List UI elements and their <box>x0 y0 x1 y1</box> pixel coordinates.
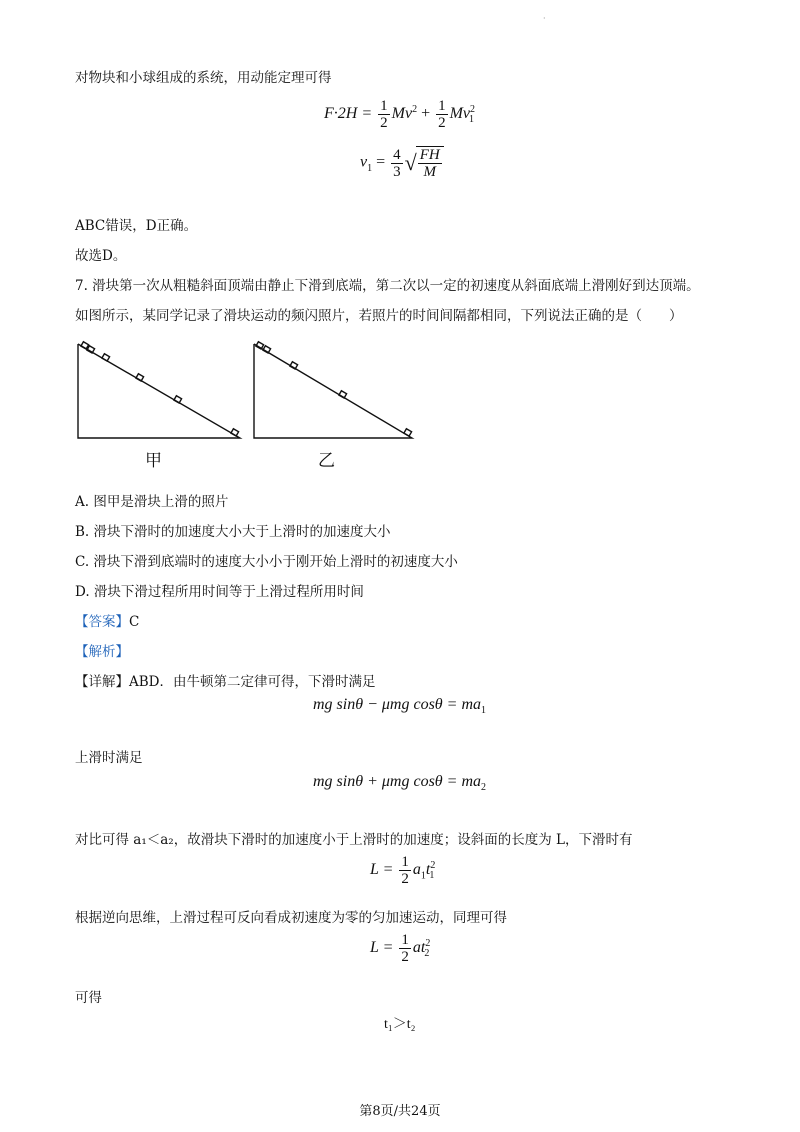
eq4-text: mg sinθ + μmg cosθ = ma <box>313 773 482 790</box>
equation-down <box>313 696 486 716</box>
eq6-rhs: at <box>412 939 426 957</box>
eq1-frac-a: $\frac{1}{2}$ <box>380 98 388 131</box>
can-line: 可得 <box>75 990 102 1006</box>
answer-tag: 【答案】 <box>75 614 129 630</box>
question-7-line2: 如图所示，某同学记录了滑块运动的频闪照片，若照片的时间间隔都相同，下列说法正确的是（ ） <box>75 308 683 324</box>
equation-up <box>313 773 486 793</box>
intro-line: 对物块和小球组成的系统，用动能定理可得 <box>75 70 332 86</box>
eq5-rhs: a <box>412 861 421 879</box>
up-line: 上滑时满足 <box>75 750 143 766</box>
eq1-term1: Mv <box>391 105 413 123</box>
incline-figure <box>70 336 430 476</box>
eq2-lhs: v <box>360 153 368 171</box>
equation-L1: L = $\frac{1}{2}$ $a_1t^2_1$ <box>370 854 436 887</box>
eq2-eq: = <box>376 153 386 171</box>
option-a: A. 图甲是滑块上滑的照片 <box>75 494 229 510</box>
figure-label-right: 乙 <box>318 451 335 471</box>
eq2-frac: $\frac{4}{3}$ <box>393 146 401 180</box>
abc-line: ABC错误，D正确。 <box>75 218 198 234</box>
detail-text: ABD．由牛顿第二定律可得，下滑时满足 <box>129 674 376 690</box>
reverse-line: 根据逆向思维，上滑过程可反向看成初速度为零的匀加速运动，同理可得 <box>75 910 507 926</box>
incline-right <box>254 344 412 438</box>
option-b: B. 滑块下滑时的加速度大小大于上滑时的加速度大小 <box>75 524 391 540</box>
equation-energy: F·2H = $\frac{1}{2}$ Mv$^2$ + $\frac{1}{2}$ $Mv^2_1$ <box>324 98 476 131</box>
eq2-sub: 1 <box>367 162 373 174</box>
eq5-frac: $\frac{1}{2}$ <box>401 854 409 887</box>
detail-line <box>75 670 376 690</box>
answer-value: C <box>129 614 140 630</box>
eq5-lhs: L = <box>370 861 394 879</box>
equation-L2: L = $\frac{1}{2}$ $at^2_2$ <box>370 932 431 965</box>
analysis-tag: 【解析】 <box>75 644 129 660</box>
equation-v1: $v_1$ = $\frac{4}{3}$ √ $\frac{FH}{M}$ <box>360 146 446 180</box>
option-c: C. 滑块下滑到底端时的速度大小小于刚开始上滑时的初速度大小 <box>75 554 458 570</box>
eq6-lhs: L = <box>370 939 394 957</box>
eq1-lhs: F·2H = <box>324 105 373 123</box>
compare-line: 对比可得 a₁＜a₂，故滑块下滑时的加速度小于上滑时的加速度；设斜面的长度为 L，下滑时有 <box>75 832 633 848</box>
detail-tag: 【详解】 <box>75 674 129 690</box>
top-mark: · <box>543 14 546 23</box>
eq1-plus: + <box>421 105 431 123</box>
eq3-text: mg sinθ − μmg cosθ = ma <box>313 696 482 713</box>
equation-t: t₁＞t₂ <box>384 1017 416 1032</box>
answer-line <box>75 610 139 630</box>
eq6-frac: $\frac{1}{2}$ <box>401 932 409 965</box>
figure-label-left: 甲 <box>145 451 162 471</box>
eq4-sub: 2 <box>481 782 487 794</box>
question-7-line1: 7. 滑块第一次从粗糙斜面顶端由静止下滑到底端，第二次以一定的初速度从斜面底端上滑刚好到达顶端。 <box>75 278 700 294</box>
eq2-root: $\frac{FH}{M}$ <box>416 146 444 180</box>
option-d: D. 滑块下滑过程所用时间等于上滑过程所用时间 <box>75 584 364 600</box>
eq3-sub: 1 <box>481 705 487 717</box>
eq1-term2: Mv <box>449 105 471 123</box>
choose-line: 故选D。 <box>75 248 127 264</box>
eq1-frac-b: $\frac{1}{2}$ <box>438 98 446 131</box>
page-footer: 第8页/共24页 <box>359 1104 441 1119</box>
